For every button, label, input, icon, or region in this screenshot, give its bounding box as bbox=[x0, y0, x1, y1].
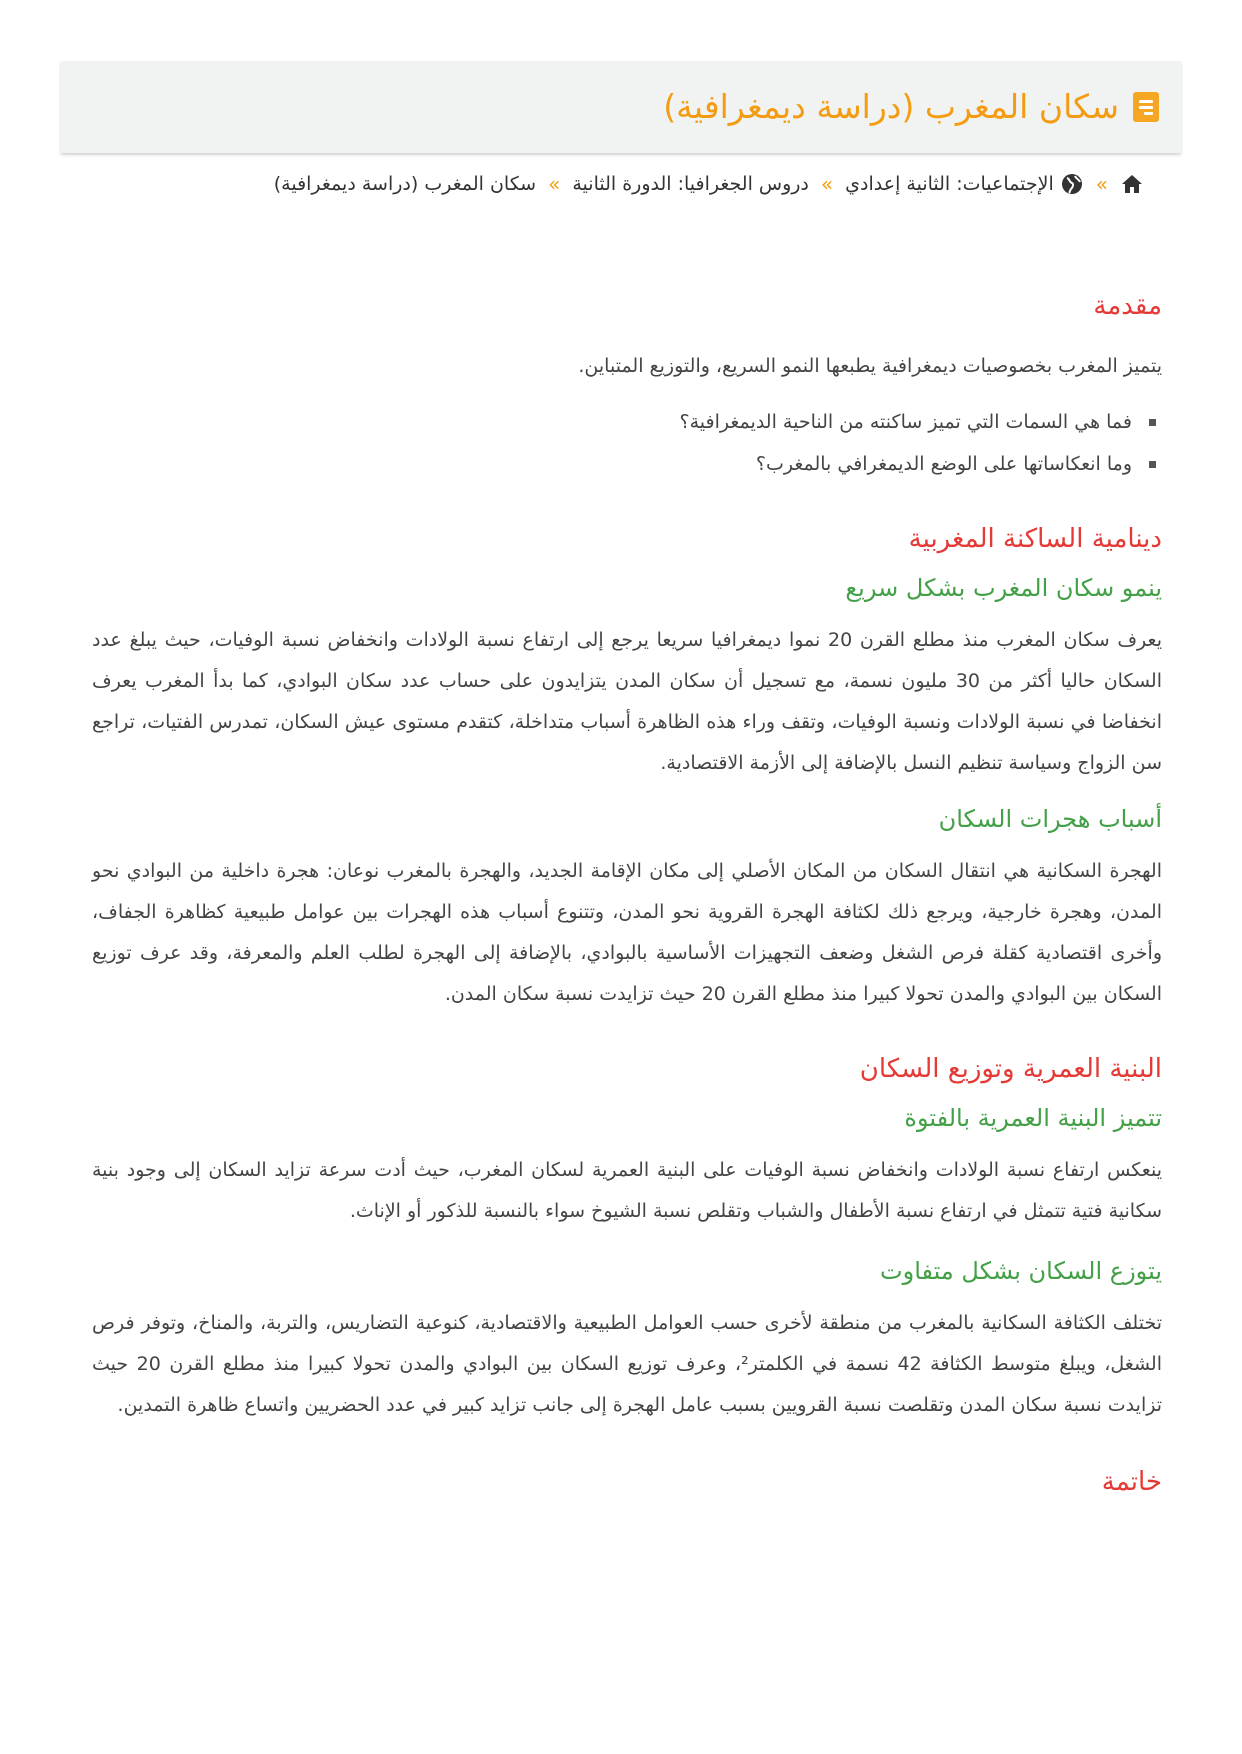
breadcrumb-item-current: سكان المغرب (دراسة ديمغرافية) bbox=[273, 173, 537, 195]
section2-sub2-heading: يتوزع السكان بشكل متفاوت bbox=[880, 1256, 1162, 1285]
section1-sub1-text: يعرف سكان المغرب منذ مطلع القرن 20 نموا ديمغرافيا سريعا يرجع إلى ارتفاع نسبة الولادات وانخفاض نسبة الوفيات، حيث يبلغ عدد السكان حاليا أكثر من 30 مليون نسمة، مع تسجيل أن سكان المدن يتزايدون على حساب عدد سكان البوادي، كما بدأ المغرب يعرف انخفاضا في نسبة الولادات ونسبة الوفيات، وتقف وراء هذه الظاهرة أسباب متداخلة، كتقدم مستوى عيش السكان، تمدرس الفتيات، تراجع سن الزواج وسياسة تنظيم النسل بالإضافة إلى الأزمة الاقتصادية. bbox=[92, 628, 1162, 774]
page-title-bar bbox=[61, 61, 1181, 153]
page-title: سكان المغرب (دراسة ديمغرافية) bbox=[663, 87, 1119, 127]
breadcrumb-separator: » bbox=[1095, 172, 1108, 196]
breadcrumb-separator: » bbox=[820, 172, 834, 196]
section2-sub1-heading: تتميز البنية العمرية بالفتوة bbox=[904, 1103, 1162, 1132]
section1-sub2-text: الهجرة السكانية هي انتقال السكان من المكان الأصلي إلى مكان الإقامة الجديد، والهجرة بالمغرب نوعان: هجرة داخلية من البوادي نحو المدن، وهجرة خارجية، ويرجع ذلك لكثافة الهجرة القروية نحو المدن، وتتنوع أسباب هذه الهجرات بين عوامل طبيعية كظاهرة الجفاف، وأخرى اقتصادية كقلة فرص الشغل وضعف التجهيزات الأساسية بالبوادي، بالإضافة إلى الهجرة لطلب العلم والمعرفة، وقد عرف توزيع السكان بين البوادي والمدن تحولا كبيرا منذ مطلع القرن 20 حيث تزايدت نسبة سكان المدن. bbox=[92, 859, 1162, 1005]
document-icon bbox=[1133, 92, 1159, 122]
home-icon[interactable] bbox=[1120, 172, 1144, 196]
breadcrumb-item-grade[interactable]: الإجتماعيات: الثانية إعدادي bbox=[845, 173, 1054, 195]
list-item: وما انعكاساتها على الوضع الديمغرافي بالمغرب؟ bbox=[92, 443, 1162, 485]
conclusion-heading: خاتمة bbox=[1101, 1467, 1162, 1498]
section1-heading: دينامية الساكنة المغربية bbox=[908, 523, 1162, 554]
breadcrumb-separator: » bbox=[548, 172, 561, 196]
intro-questions bbox=[92, 401, 1162, 485]
section2-sub1-text: ينعكس ارتفاع نسبة الولادات وانخفاض نسبة الوفيات على البنية العمرية لسكان المغرب، حيث أدت سرعة تزايد السكان إلى وجود بنية سكانية فتية تتمثل في ارتفاع نسبة الأطفال والشباب وتقلص نسبة الشيوخ سواء بالنسبة للذكور أو الإناث. bbox=[92, 1158, 1162, 1222]
breadcrumb-item-lessons[interactable]: دروس الجغرافيا: الدورة الثانية bbox=[572, 173, 809, 195]
section1-sub2-heading: أسباب هجرات السكان bbox=[938, 804, 1162, 833]
section2-sub2-text: تختلف الكثافة السكانية بالمغرب من منطقة لأخرى حسب العوامل الطبيعية والاقتصادية، كنوعية التضاريس، والتربة، والمناخ، وتوفر فرص الشغل، ويبلغ متوسط الكثافة 42 نسمة في الكلمتر²، وعرف توزيع السكان بين البوادي والمدن تحولا كبيرا منذ مطلع القرن 20 حيث تزايدت نسبة سكان المدن وتقلصت نسبة القرويين بسبب عامل الهجرة إلى جانب تزايد كبير في عدد الحضريين واتساع ظاهرة التمدين. bbox=[92, 1312, 1162, 1417]
list-item: فما هي السمات التي تميز ساكنته من الناحية الديمغرافية؟ bbox=[92, 401, 1162, 443]
intro-text: يتميز المغرب بخصوصيات ديمغرافية يطبعها النمو السريع، والتوزيع المتباين. bbox=[578, 354, 1162, 377]
section2-heading: البنية العمرية وتوزيع السكان bbox=[859, 1053, 1162, 1084]
globe-icon bbox=[1060, 172, 1084, 196]
intro-heading: مقدمة bbox=[1093, 291, 1162, 321]
section1-sub1-heading: ينمو سكان المغرب بشكل سريع bbox=[845, 573, 1162, 602]
breadcrumb bbox=[144, 172, 1144, 196]
article-content bbox=[92, 290, 1162, 1500]
